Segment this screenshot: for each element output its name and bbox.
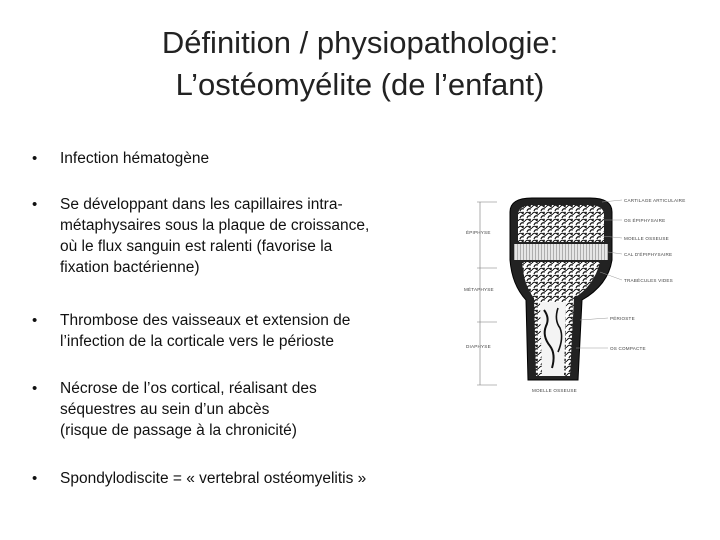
cal-epiphysaire-label: CAL D'ÉPIPHYSAIRE	[624, 252, 673, 257]
perioste-label: PÉRIOSTE	[610, 316, 635, 321]
bone-illustration	[510, 198, 612, 380]
bullet-line: métaphysaires sous la plaque de croissance,	[60, 217, 370, 234]
bullet-item	[28, 194, 369, 278]
os-compacte-label: OS COMPACTE	[610, 346, 646, 351]
bullet-line: Infection hématogène	[60, 150, 210, 167]
bullet-item	[28, 378, 317, 441]
bullet-line: Thrombose des vaisseaux et extension de	[60, 312, 351, 329]
bullet-line: Nécrose de l’os cortical, réalisant des	[60, 380, 317, 397]
title-line-2: L’ostéomyélite (de l’enfant)	[175, 67, 545, 102]
cartilage-label: CARTILAGE ARTICULAIRE	[624, 198, 686, 203]
title-line-1: Définition / physiopathologie:	[161, 25, 559, 60]
diaphyse-label: DIAPHYSE	[466, 344, 491, 349]
bullet-dot: •	[32, 380, 38, 397]
bone-diagram	[462, 190, 702, 400]
bullet-dot: •	[32, 150, 38, 167]
moelle-osseuse-bottom-label: MOELLE OSSEUSE	[532, 388, 577, 393]
bullet-line: où le flux sanguin est ralenti (favorise la	[60, 238, 333, 255]
bullet-dot: •	[32, 312, 38, 329]
slide-title	[60, 22, 660, 106]
bullet-item	[28, 310, 350, 352]
bullet-dot: •	[32, 470, 38, 487]
epiphyse-label: ÉPIPHYSE	[466, 230, 491, 235]
bullet-line: fixation bactérienne)	[60, 259, 200, 276]
moelle-label: MOELLE OSSEUSE	[624, 236, 669, 241]
bullet-line: séquestres au sein d’un abcès	[60, 401, 270, 418]
os-epiphysaire-label: OS ÉPIPHYSAIRE	[624, 218, 666, 223]
bullet-item	[28, 148, 209, 169]
bullet-item	[28, 468, 366, 489]
bullet-line: (risque de passage à la chronicité)	[60, 422, 297, 439]
bullet-line: Se développant dans les capillaires intra-	[60, 196, 343, 213]
metaphyse-label: MÉTAPHYSE	[464, 287, 494, 292]
trabecules-label: TRABÉCULES VIDES	[624, 278, 673, 283]
bullet-line: l’infection de la corticale vers le périoste	[60, 333, 334, 350]
bullet-line: Spondylodiscite = « vertebral ostéomyelitis »	[60, 470, 367, 487]
bullet-dot: •	[32, 196, 38, 213]
